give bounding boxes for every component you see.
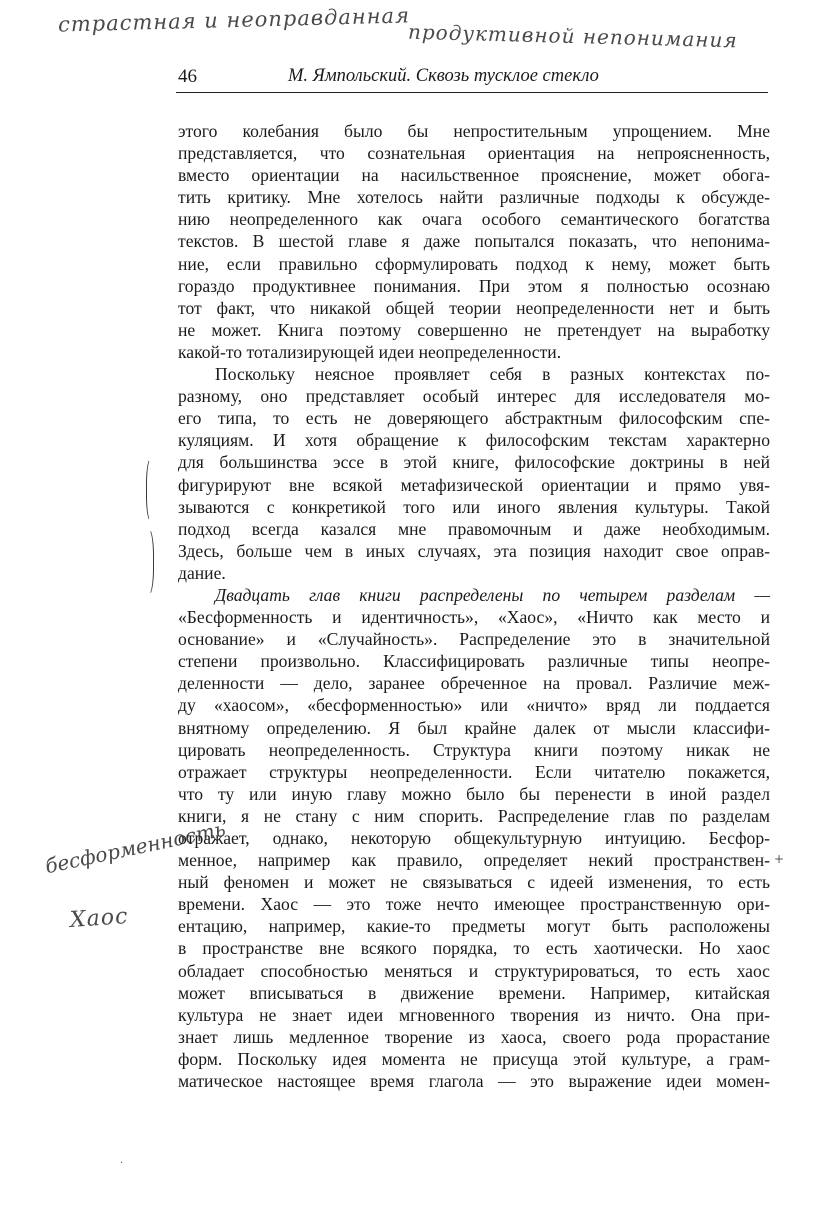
page-header: [176, 64, 768, 93]
handwritten-margin-note-chaos: Хаос: [69, 903, 130, 934]
margin-bracket-mark: [140, 528, 154, 596]
text-line: деленности — дело, заранее обреченное на провал. Различие меж-: [178, 673, 770, 694]
text-line: дание.: [178, 562, 226, 583]
text-line: его типа, то есть не доверяющего абстрактным философским спе-: [178, 408, 770, 429]
text-line: текстов. В шестой главе я даже попытался показать, что непонима-: [178, 231, 770, 252]
text-line: менное, например как правило, определяет некий пространствен-: [178, 850, 770, 871]
text-line: зываются с конкретикой того или иного явления культуры. Такой: [178, 496, 770, 517]
text-line: какой-то тотализирующей идеи неопределенности.: [178, 341, 562, 362]
text-line: ду «хаосом», «бесформенностью» или «ничто» вряд ли поддается: [178, 695, 770, 716]
text-line: степени произвольно. Классифицировать различные типы неопре-: [178, 651, 770, 672]
text-line: Двадцать глав книги распределены по четырем разделам —: [215, 584, 770, 605]
text-line: Поскольку неясное проявляет себя в разных контекстах по-: [215, 364, 770, 385]
text-line: нию неопределенного как очага особого семантического богатства: [178, 209, 770, 230]
text-line: куляциям. И хотя обращение к философским текстам характерно: [178, 430, 770, 451]
text-line: гораздо продуктивнее понимания. При этом я полностью осознаю: [178, 275, 770, 296]
text-line: подход всегда казался мне правомочным и даже необходимым.: [178, 518, 770, 539]
text-line: матическое настоящее время глагола — это выражение идеи момен-: [178, 1071, 770, 1092]
text-line: времени. Хаос — это тоже нечто имеющее пространственную ори-: [178, 894, 770, 915]
text-line: отражает, однако, некоторую общекультурную интуицию. Бесфор-: [178, 828, 770, 848]
text-line: цировать неопределенность. Структура книги поэтому никак не: [178, 739, 770, 760]
text-line: культура не знает идеи мгновенного творения из ничто. Она при-: [178, 1004, 770, 1025]
running-head: М. Ямпольский. Сквозь тусклое стекло: [288, 66, 599, 86]
handwritten-margin-note: бесформенность: [42, 816, 228, 879]
text-line: ентацию, например, какие-то предметы могут быть расположены: [178, 916, 770, 937]
text-line: представляется, что сознательная ориентация на непроясненность,: [178, 143, 770, 164]
margin-bracket-mark: [146, 458, 158, 522]
text-line: разному, оно представляет особый интерес для исследователя мо-: [178, 386, 770, 407]
text-line: внятному определению. Я был крайне далек от мысли классифи-: [178, 717, 770, 738]
text-line: ный феномен и может не связываться с идеей изменения, то есть: [178, 872, 770, 893]
text-line: ние, если правильно сформулировать подход к нему, может быть: [178, 253, 770, 274]
handwritten-note-top-right: продуктивной непонимания: [407, 19, 738, 53]
text-line: не может. Книга поэтому совершенно не претендует на выработку: [178, 319, 770, 340]
text-line: фигурируют вне всякой метафизической ориентации и прямо увя-: [178, 474, 770, 495]
text-line: обладает способностью меняться и структурироваться, то есть хаос: [178, 960, 770, 981]
text-line: этого колебания было бы непростительным упрощением. Мне: [178, 121, 770, 141]
text-line: отражает структуры неопределенности. Если читателю покажется,: [178, 761, 770, 782]
text-line: «Бесформенность и идентичность», «Хаос», «Ничто как место и: [178, 607, 770, 628]
text-line: Здесь, больше чем в иных случаях, эта позиция находит свое оправ-: [178, 540, 770, 561]
text-line: форм. Поскольку идея момента не присуща этой культуре, а грам-: [178, 1048, 770, 1069]
handwritten-note-top-left: страстная и неоправданная: [57, 3, 411, 37]
text-line: может вписываться в движение времени. Например, китайская: [178, 982, 770, 1003]
text-line: в пространстве вне всякого порядка, то есть хаотически. Но хаос: [178, 938, 770, 959]
text-line: книги, я не стану с ним спорить. Распределение глав по разделам: [178, 805, 770, 826]
margin-plus-mark: +: [774, 852, 785, 866]
text-line: тить критику. Мне хотелось найти различные подходы к обсужде-: [178, 187, 770, 208]
body-text: [178, 120, 770, 1092]
text-line: что ту или иную главу можно было бы перенести в иной раздел: [178, 783, 770, 804]
page-number: 46: [178, 66, 197, 87]
text-line: для большинства эссе в этой книге, философские доктрины в ней: [178, 452, 770, 473]
margin-dot-mark: ·: [120, 1158, 124, 1169]
text-line: основание» и «Случайность». Распределение это в значительной: [178, 629, 770, 650]
text-line: тот факт, что никакой общей теории неопределенности нет и быть: [178, 297, 770, 318]
text-line: вместо ориентации на насильственное прояснение, может обога-: [178, 165, 770, 186]
text-line: знает лишь медленное творение из хаоса, своего рода прорастание: [178, 1026, 770, 1047]
